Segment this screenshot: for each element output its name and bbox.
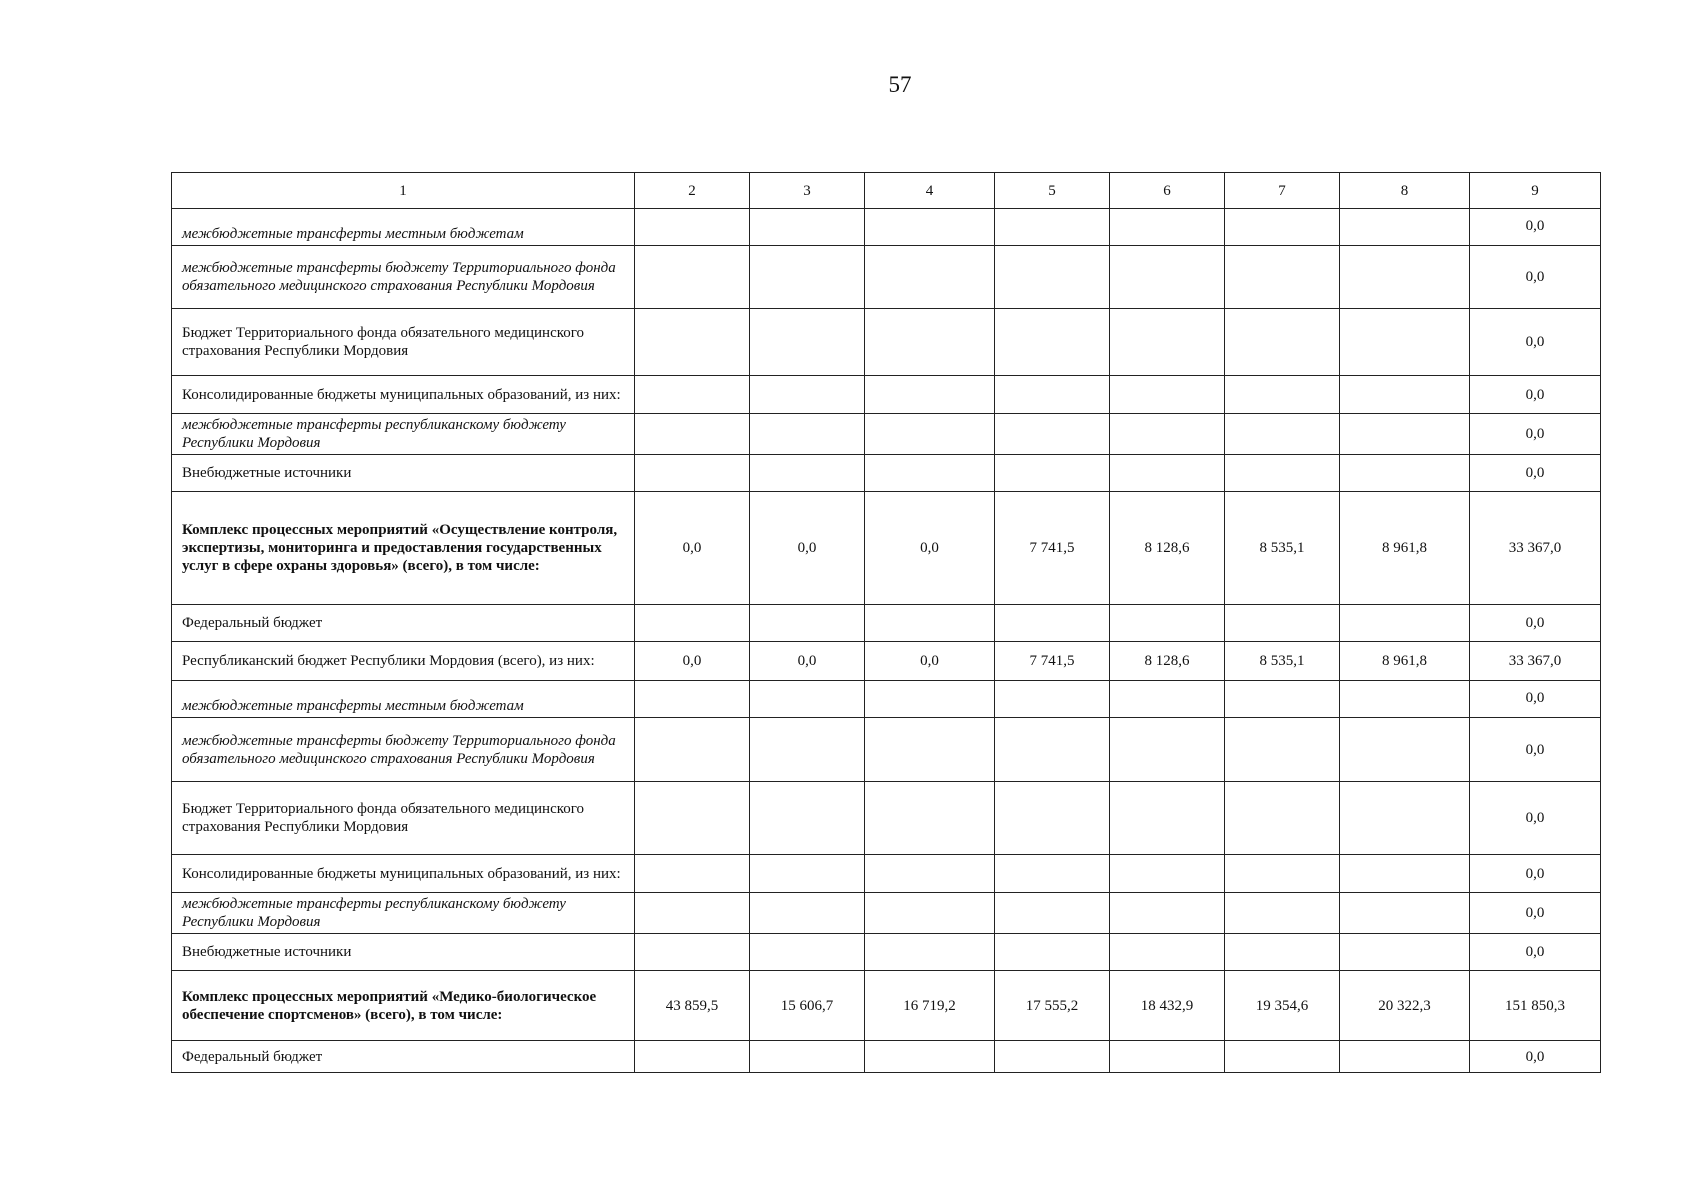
value-cell-col-9: 0,0 bbox=[1470, 605, 1601, 642]
value-cell-col-5 bbox=[995, 605, 1110, 642]
row-label: межбюджетные трансферты республиканскому бюджету Республики Мордовия bbox=[172, 414, 635, 455]
value-cell-col-5 bbox=[995, 455, 1110, 492]
value-cell-col-3 bbox=[750, 934, 865, 971]
value-cell-col-3 bbox=[750, 893, 865, 934]
value-cell-col-3 bbox=[750, 718, 865, 782]
table-row bbox=[172, 246, 1601, 309]
value-cell-col-6 bbox=[1110, 718, 1225, 782]
value-cell-col-9: 0,0 bbox=[1470, 782, 1601, 855]
value-cell-col-2 bbox=[635, 934, 750, 971]
value-cell-col-6 bbox=[1110, 893, 1225, 934]
value-cell-col-9: 0,0 bbox=[1470, 718, 1601, 782]
value-cell-col-7: 8 535,1 bbox=[1225, 492, 1340, 605]
value-cell-col-8 bbox=[1340, 782, 1470, 855]
value-cell-col-2 bbox=[635, 1041, 750, 1073]
row-label: Бюджет Территориального фонда обязательного медицинского страхования Республики Мордовия bbox=[172, 309, 635, 376]
value-cell-col-3 bbox=[750, 1041, 865, 1073]
value-cell-col-9: 33 367,0 bbox=[1470, 492, 1601, 605]
value-cell-col-2: 0,0 bbox=[635, 492, 750, 605]
column-header-7: 7 bbox=[1225, 173, 1340, 209]
value-cell-col-3: 15 606,7 bbox=[750, 971, 865, 1041]
column-header-3: 3 bbox=[750, 173, 865, 209]
value-cell-col-8: 8 961,8 bbox=[1340, 492, 1470, 605]
value-cell-col-7 bbox=[1225, 782, 1340, 855]
value-cell-col-8 bbox=[1340, 718, 1470, 782]
value-cell-col-9: 0,0 bbox=[1470, 934, 1601, 971]
value-cell-col-9: 0,0 bbox=[1470, 893, 1601, 934]
value-cell-col-8 bbox=[1340, 1041, 1470, 1073]
table-row bbox=[172, 1041, 1601, 1073]
row-label: межбюджетные трансферты местным бюджетам bbox=[172, 681, 635, 718]
value-cell-col-8 bbox=[1340, 376, 1470, 414]
value-cell-col-7 bbox=[1225, 455, 1340, 492]
value-cell-col-6: 18 432,9 bbox=[1110, 971, 1225, 1041]
value-cell-col-8 bbox=[1340, 855, 1470, 893]
value-cell-col-3 bbox=[750, 209, 865, 246]
value-cell-col-6 bbox=[1110, 681, 1225, 718]
page-number: 57 bbox=[888, 72, 912, 97]
value-cell-col-7 bbox=[1225, 718, 1340, 782]
table-row bbox=[172, 605, 1601, 642]
value-cell-col-4 bbox=[865, 782, 995, 855]
value-cell-col-6: 8 128,6 bbox=[1110, 492, 1225, 605]
column-header-9: 9 bbox=[1470, 173, 1601, 209]
value-cell-col-8 bbox=[1340, 414, 1470, 455]
value-cell-col-6 bbox=[1110, 209, 1225, 246]
value-cell-col-7 bbox=[1225, 414, 1340, 455]
table-body bbox=[172, 209, 1601, 1073]
value-cell-col-6 bbox=[1110, 455, 1225, 492]
value-cell-col-4 bbox=[865, 246, 995, 309]
column-header-1: 1 bbox=[172, 173, 635, 209]
value-cell-col-9: 0,0 bbox=[1470, 681, 1601, 718]
value-cell-col-9: 0,0 bbox=[1470, 855, 1601, 893]
table-row bbox=[172, 642, 1601, 681]
table-row bbox=[172, 414, 1601, 455]
value-cell-col-2 bbox=[635, 782, 750, 855]
column-header-8: 8 bbox=[1340, 173, 1470, 209]
value-cell-col-2: 0,0 bbox=[635, 642, 750, 681]
value-cell-col-3 bbox=[750, 782, 865, 855]
value-cell-col-7 bbox=[1225, 209, 1340, 246]
value-cell-col-9: 0,0 bbox=[1470, 1041, 1601, 1073]
value-cell-col-6 bbox=[1110, 309, 1225, 376]
table-row bbox=[172, 209, 1601, 246]
value-cell-col-5 bbox=[995, 414, 1110, 455]
table-row bbox=[172, 855, 1601, 893]
table-header-row bbox=[172, 173, 1601, 209]
value-cell-col-5 bbox=[995, 681, 1110, 718]
row-label: Внебюджетные источники bbox=[172, 455, 635, 492]
value-cell-col-8 bbox=[1340, 605, 1470, 642]
value-cell-col-8: 8 961,8 bbox=[1340, 642, 1470, 681]
value-cell-col-3 bbox=[750, 376, 865, 414]
value-cell-col-6 bbox=[1110, 246, 1225, 309]
value-cell-col-2 bbox=[635, 718, 750, 782]
value-cell-col-4 bbox=[865, 209, 995, 246]
value-cell-col-4 bbox=[865, 718, 995, 782]
row-label: Внебюджетные источники bbox=[172, 934, 635, 971]
value-cell-col-8 bbox=[1340, 309, 1470, 376]
value-cell-col-9: 0,0 bbox=[1470, 209, 1601, 246]
value-cell-col-2 bbox=[635, 246, 750, 309]
value-cell-col-6 bbox=[1110, 605, 1225, 642]
value-cell-col-6 bbox=[1110, 1041, 1225, 1073]
value-cell-col-2 bbox=[635, 681, 750, 718]
value-cell-col-5 bbox=[995, 1041, 1110, 1073]
row-label: межбюджетные трансферты местным бюджетам bbox=[172, 209, 635, 246]
table-row bbox=[172, 376, 1601, 414]
value-cell-col-4 bbox=[865, 934, 995, 971]
value-cell-col-9: 151 850,3 bbox=[1470, 971, 1601, 1041]
value-cell-col-7 bbox=[1225, 681, 1340, 718]
value-cell-col-9: 0,0 bbox=[1470, 455, 1601, 492]
value-cell-col-2: 43 859,5 bbox=[635, 971, 750, 1041]
value-cell-col-3 bbox=[750, 455, 865, 492]
value-cell-col-3 bbox=[750, 246, 865, 309]
row-label: Бюджет Территориального фонда обязательного медицинского страхования Республики Мордовия bbox=[172, 782, 635, 855]
value-cell-col-4 bbox=[865, 309, 995, 376]
table-row bbox=[172, 455, 1601, 492]
value-cell-col-5: 17 555,2 bbox=[995, 971, 1110, 1041]
value-cell-col-5 bbox=[995, 209, 1110, 246]
value-cell-col-9: 33 367,0 bbox=[1470, 642, 1601, 681]
value-cell-col-8 bbox=[1340, 681, 1470, 718]
value-cell-col-5 bbox=[995, 718, 1110, 782]
value-cell-col-8 bbox=[1340, 934, 1470, 971]
value-cell-col-6 bbox=[1110, 414, 1225, 455]
table-row bbox=[172, 893, 1601, 934]
value-cell-col-6: 8 128,6 bbox=[1110, 642, 1225, 681]
value-cell-col-4 bbox=[865, 855, 995, 893]
value-cell-col-2 bbox=[635, 376, 750, 414]
table-row bbox=[172, 934, 1601, 971]
value-cell-col-8 bbox=[1340, 246, 1470, 309]
value-cell-col-2 bbox=[635, 414, 750, 455]
value-cell-col-5 bbox=[995, 934, 1110, 971]
value-cell-col-7 bbox=[1225, 309, 1340, 376]
row-label: Федеральный бюджет bbox=[172, 1041, 635, 1073]
row-label: Комплекс процессных мероприятий «Медико-биологическое обеспечение спортсменов» (всего), в том числе: bbox=[172, 971, 635, 1041]
table-row bbox=[172, 782, 1601, 855]
value-cell-col-7: 8 535,1 bbox=[1225, 642, 1340, 681]
value-cell-col-5 bbox=[995, 309, 1110, 376]
value-cell-col-8 bbox=[1340, 209, 1470, 246]
row-label: межбюджетные трансферты бюджету Территориального фонда обязательного медицинского страхования Республики Мордовия bbox=[172, 718, 635, 782]
value-cell-col-9: 0,0 bbox=[1470, 309, 1601, 376]
table-row bbox=[172, 681, 1601, 718]
value-cell-col-2 bbox=[635, 209, 750, 246]
value-cell-col-2 bbox=[635, 893, 750, 934]
value-cell-col-4 bbox=[865, 455, 995, 492]
value-cell-col-5 bbox=[995, 893, 1110, 934]
row-label: межбюджетные трансферты бюджету Территориального фонда обязательного медицинского страхования Республики Мордовия bbox=[172, 246, 635, 309]
value-cell-col-5 bbox=[995, 782, 1110, 855]
value-cell-col-5: 7 741,5 bbox=[995, 492, 1110, 605]
value-cell-col-4 bbox=[865, 376, 995, 414]
value-cell-col-7: 19 354,6 bbox=[1225, 971, 1340, 1041]
value-cell-col-4: 16 719,2 bbox=[865, 971, 995, 1041]
value-cell-col-9: 0,0 bbox=[1470, 246, 1601, 309]
value-cell-col-4 bbox=[865, 414, 995, 455]
row-label: Консолидированные бюджеты муниципальных образований, из них: bbox=[172, 855, 635, 893]
value-cell-col-3 bbox=[750, 681, 865, 718]
budget-table bbox=[171, 172, 1601, 1073]
row-label: Комплекс процессных мероприятий «Осуществление контроля, экспертизы, мониторинга и предоставления государственных услуг в сфере охраны здоровья» (всего), в том числе: bbox=[172, 492, 635, 605]
value-cell-col-5 bbox=[995, 376, 1110, 414]
value-cell-col-2 bbox=[635, 455, 750, 492]
row-label: межбюджетные трансферты республиканскому бюджету Республики Мордовия bbox=[172, 893, 635, 934]
value-cell-col-6 bbox=[1110, 782, 1225, 855]
row-label: Консолидированные бюджеты муниципальных образований, из них: bbox=[172, 376, 635, 414]
table-row bbox=[172, 492, 1601, 605]
value-cell-col-4 bbox=[865, 1041, 995, 1073]
value-cell-col-7 bbox=[1225, 934, 1340, 971]
value-cell-col-7 bbox=[1225, 246, 1340, 309]
column-header-4: 4 bbox=[865, 173, 995, 209]
value-cell-col-2 bbox=[635, 309, 750, 376]
value-cell-col-3 bbox=[750, 309, 865, 376]
value-cell-col-9: 0,0 bbox=[1470, 414, 1601, 455]
value-cell-col-9: 0,0 bbox=[1470, 376, 1601, 414]
value-cell-col-4: 0,0 bbox=[865, 492, 995, 605]
column-header-2: 2 bbox=[635, 173, 750, 209]
value-cell-col-7 bbox=[1225, 1041, 1340, 1073]
value-cell-col-4: 0,0 bbox=[865, 642, 995, 681]
value-cell-col-5 bbox=[995, 246, 1110, 309]
value-cell-col-3: 0,0 bbox=[750, 642, 865, 681]
value-cell-col-3 bbox=[750, 414, 865, 455]
value-cell-col-6 bbox=[1110, 376, 1225, 414]
value-cell-col-4 bbox=[865, 605, 995, 642]
value-cell-col-6 bbox=[1110, 855, 1225, 893]
value-cell-col-8 bbox=[1340, 455, 1470, 492]
value-cell-col-2 bbox=[635, 605, 750, 642]
value-cell-col-3 bbox=[750, 855, 865, 893]
value-cell-col-8 bbox=[1340, 893, 1470, 934]
value-cell-col-2 bbox=[635, 855, 750, 893]
table-row bbox=[172, 718, 1601, 782]
table-row bbox=[172, 309, 1601, 376]
value-cell-col-3 bbox=[750, 605, 865, 642]
value-cell-col-3: 0,0 bbox=[750, 492, 865, 605]
row-label: Республиканский бюджет Республики Мордовия (всего), из них: bbox=[172, 642, 635, 681]
value-cell-col-7 bbox=[1225, 855, 1340, 893]
column-header-5: 5 bbox=[995, 173, 1110, 209]
value-cell-col-6 bbox=[1110, 934, 1225, 971]
table-row bbox=[172, 971, 1601, 1041]
value-cell-col-7 bbox=[1225, 376, 1340, 414]
value-cell-col-4 bbox=[865, 681, 995, 718]
value-cell-col-8: 20 322,3 bbox=[1340, 971, 1470, 1041]
value-cell-col-7 bbox=[1225, 893, 1340, 934]
column-header-6: 6 bbox=[1110, 173, 1225, 209]
value-cell-col-5: 7 741,5 bbox=[995, 642, 1110, 681]
row-label: Федеральный бюджет bbox=[172, 605, 635, 642]
value-cell-col-7 bbox=[1225, 605, 1340, 642]
value-cell-col-4 bbox=[865, 893, 995, 934]
value-cell-col-5 bbox=[995, 855, 1110, 893]
